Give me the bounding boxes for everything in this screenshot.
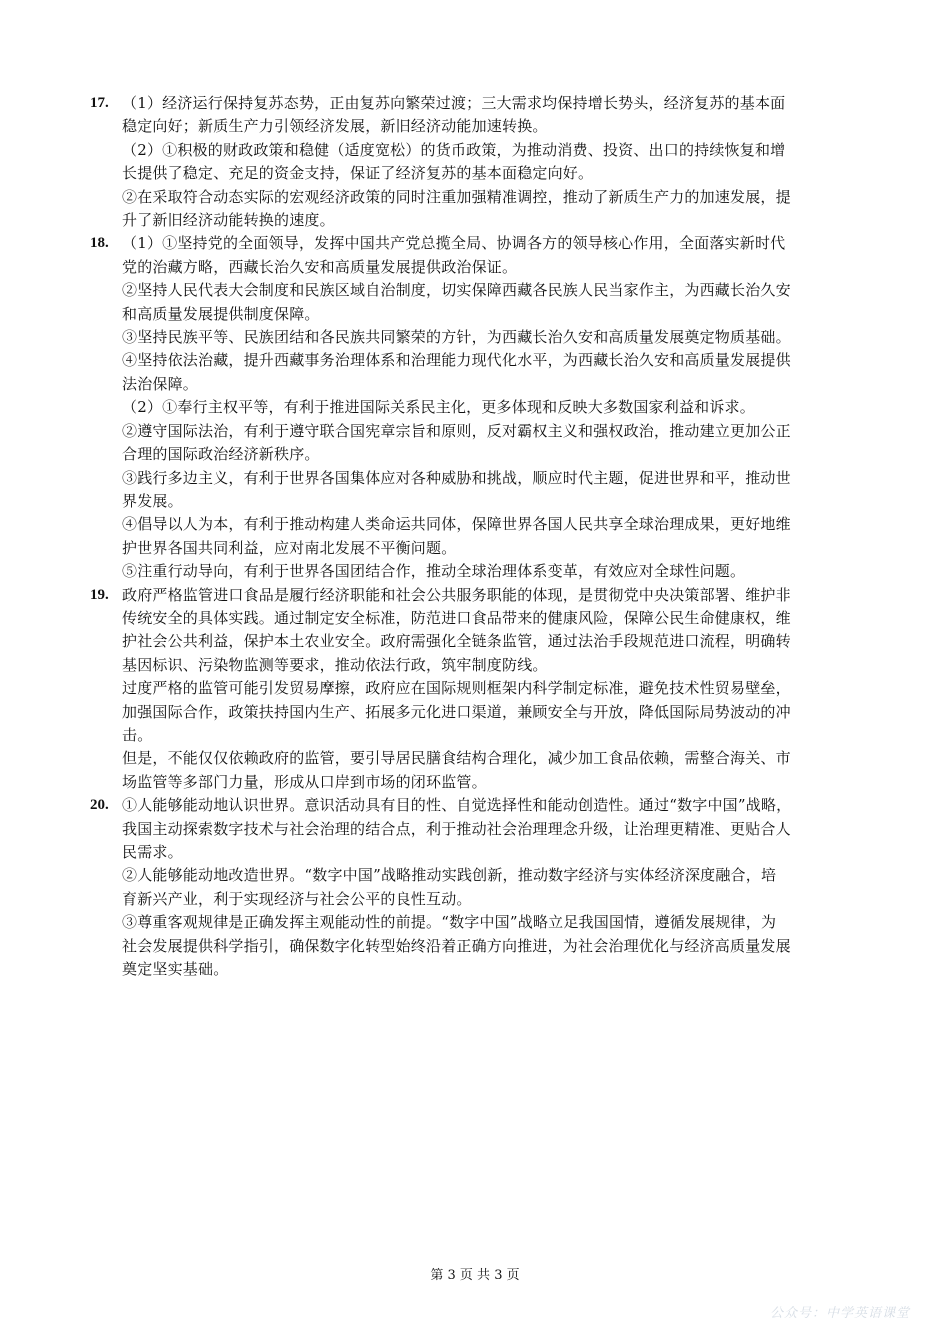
answer-line: ③尊重客观规律是正确发挥主观能动性的前提。“数字中国”战略立足我国国情，遵循发展规律，为 <box>122 913 777 932</box>
answer-line: 击。 <box>122 725 153 744</box>
answer-line: 育新兴产业，利于实现经济与社会公平的良性互动。 <box>122 889 472 908</box>
question-18 <box>90 232 862 583</box>
answer-line: 场监管等多部门力量，形成从口岸到市场的闭环监管。 <box>122 772 487 791</box>
answer-line: 党的治藏方略，西藏长治久安和高质量发展提供政治保证。 <box>122 257 518 276</box>
answer-line: 长提供了稳定、充足的资金支持，保证了经济复苏的基本面稳定向好。 <box>122 164 594 183</box>
question-20 <box>90 794 862 981</box>
answer-line: 我国主动探索数字技术与社会治理的结合点，利于推动社会治理理念升级，让治理更精准、更贴合人 <box>122 819 791 838</box>
question-number: 17. <box>90 95 109 111</box>
answer-line: ②坚持人民代表大会制度和民族区域自治制度，切实保障西藏各民族人民当家作主，为西藏长治久安 <box>122 281 791 300</box>
answer-content <box>90 92 862 981</box>
answer-line: ⑤注重行动导向，有利于世界各国团结合作，推动全球治理体系变革，有效应对全球性问题。 <box>122 562 746 581</box>
answer-line: 政府严格监管进口食品是履行经济职能和社会公共服务职能的体现，是贯彻党中央决策部署、维护非 <box>122 585 791 604</box>
answer-line: 稳定向好；新质生产力引领经济发展，新旧经济动能加速转换。 <box>122 117 548 136</box>
question-number: 20. <box>90 797 109 814</box>
answer-line: ②遵守国际法治，有利于遵守联合国宪章宗旨和原则，反对霸权主义和强权政治，推动建立更加公正 <box>122 421 791 440</box>
question-19 <box>90 584 862 795</box>
answer-line: 和高质量发展提供制度保障。 <box>122 304 320 323</box>
page-footer <box>0 1267 950 1285</box>
answer-line: 但是，不能仅仅依赖政府的监管，要引导居民膳食结构合理化，减少加工食品依赖，需整合海关、市 <box>122 749 791 768</box>
answer-line: （2）①积极的财政政策和稳健（适度宽松）的货币政策，为推动消费、投资、出口的持续恢复和增 <box>122 140 786 159</box>
answer-line: ②人能够能动地改造世界。“数字中国”战略推动实践创新，推动数字经济与实体经济深度融合，培 <box>122 866 777 885</box>
question-number: 18. <box>90 235 109 252</box>
answer-line: （2）①奉行主权平等，有利于推进国际关系民主化，更多体现和反映大多数国家利益和诉求。 <box>122 398 755 417</box>
page-number: 第 3 页 共 3 页 <box>430 1268 520 1283</box>
answer-line: 过度严格的监管可能引发贸易摩擦，政府应在国际规则框架内科学制定标准，避免技术性贸易壁垒， <box>122 679 791 698</box>
answer-line: （1）①坚持党的全面领导，发挥中国共产党总揽全局、协调各方的领导核心作用，全面落实新时代 <box>122 234 786 253</box>
answer-line: 法治保障。 <box>122 374 199 393</box>
answer-line: ③坚持民族平等、民族团结和各民族共同繁荣的方针，为西藏长治久安和高质量发展奠定物质基础。 <box>122 328 791 347</box>
question-17 <box>90 92 862 232</box>
answer-line: ④倡导以人为本，有利于推动构建人类命运共同体，保障世界各国人民共享全球治理成果，更好地维 <box>122 515 791 534</box>
answer-line: ③践行多边主义，有利于世界各国集体应对各种威胁和挑战，顺应时代主题，促进世界和平，推动世 <box>122 468 791 487</box>
answer-line: 护社会公共利益，保护本土农业安全。政府需强化全链条监管，通过法治手段规范进口流程，明确转 <box>122 632 791 651</box>
answer-line: 合理的国际政治经济新秩序。 <box>122 445 320 464</box>
question-number: 19. <box>90 586 109 603</box>
answer-line: 加强国际合作，政策扶持国内生产、拓展多元化进口渠道，兼顾安全与开放，降低国际局势波动的冲 <box>122 702 791 721</box>
answer-line: 民需求。 <box>122 843 183 861</box>
answer-line: ④坚持依法治藏，提升西藏事务治理体系和治理能力现代化水平，为西藏长治久安和高质量发展提供 <box>122 351 791 370</box>
answer-line: 升了新旧经济动能转换的速度。 <box>122 211 335 230</box>
answer-line: （1）经济运行保持复苏态势，正由复苏向繁荣过渡；三大需求均保持增长势头，经济复苏的基本面 <box>122 94 786 112</box>
answer-line: 界发展。 <box>122 491 183 510</box>
answer-line: 社会发展提供科学指引，确保数字化转型始终沿着正确方向推进，为社会治理优化与经济高质量发展 <box>122 936 791 955</box>
answer-line: 传统安全的具体实践。通过制定安全标准，防范进口食品带来的健康风险，保障公民生命健康权，维 <box>122 608 791 627</box>
answer-line: ②在采取符合动态实际的宏观经济政策的同时注重加强精准调控，推动了新质生产力的加速发展，提 <box>122 187 791 206</box>
watermark: 公众号：中学英语课堂 <box>769 1306 910 1321</box>
answer-line: ①人能够能动地认识世界。意识活动具有目的性、自觉选择性和能动创造性。通过“数字中国”战略， <box>122 796 792 815</box>
answer-line: 基因标识、污染物监测等要求，推动依法行政，筑牢制度防线。 <box>122 655 548 674</box>
answer-line: 护世界各国共同利益，应对南北发展不平衡问题。 <box>122 538 457 557</box>
answer-line: 奠定坚实基础。 <box>122 960 229 979</box>
